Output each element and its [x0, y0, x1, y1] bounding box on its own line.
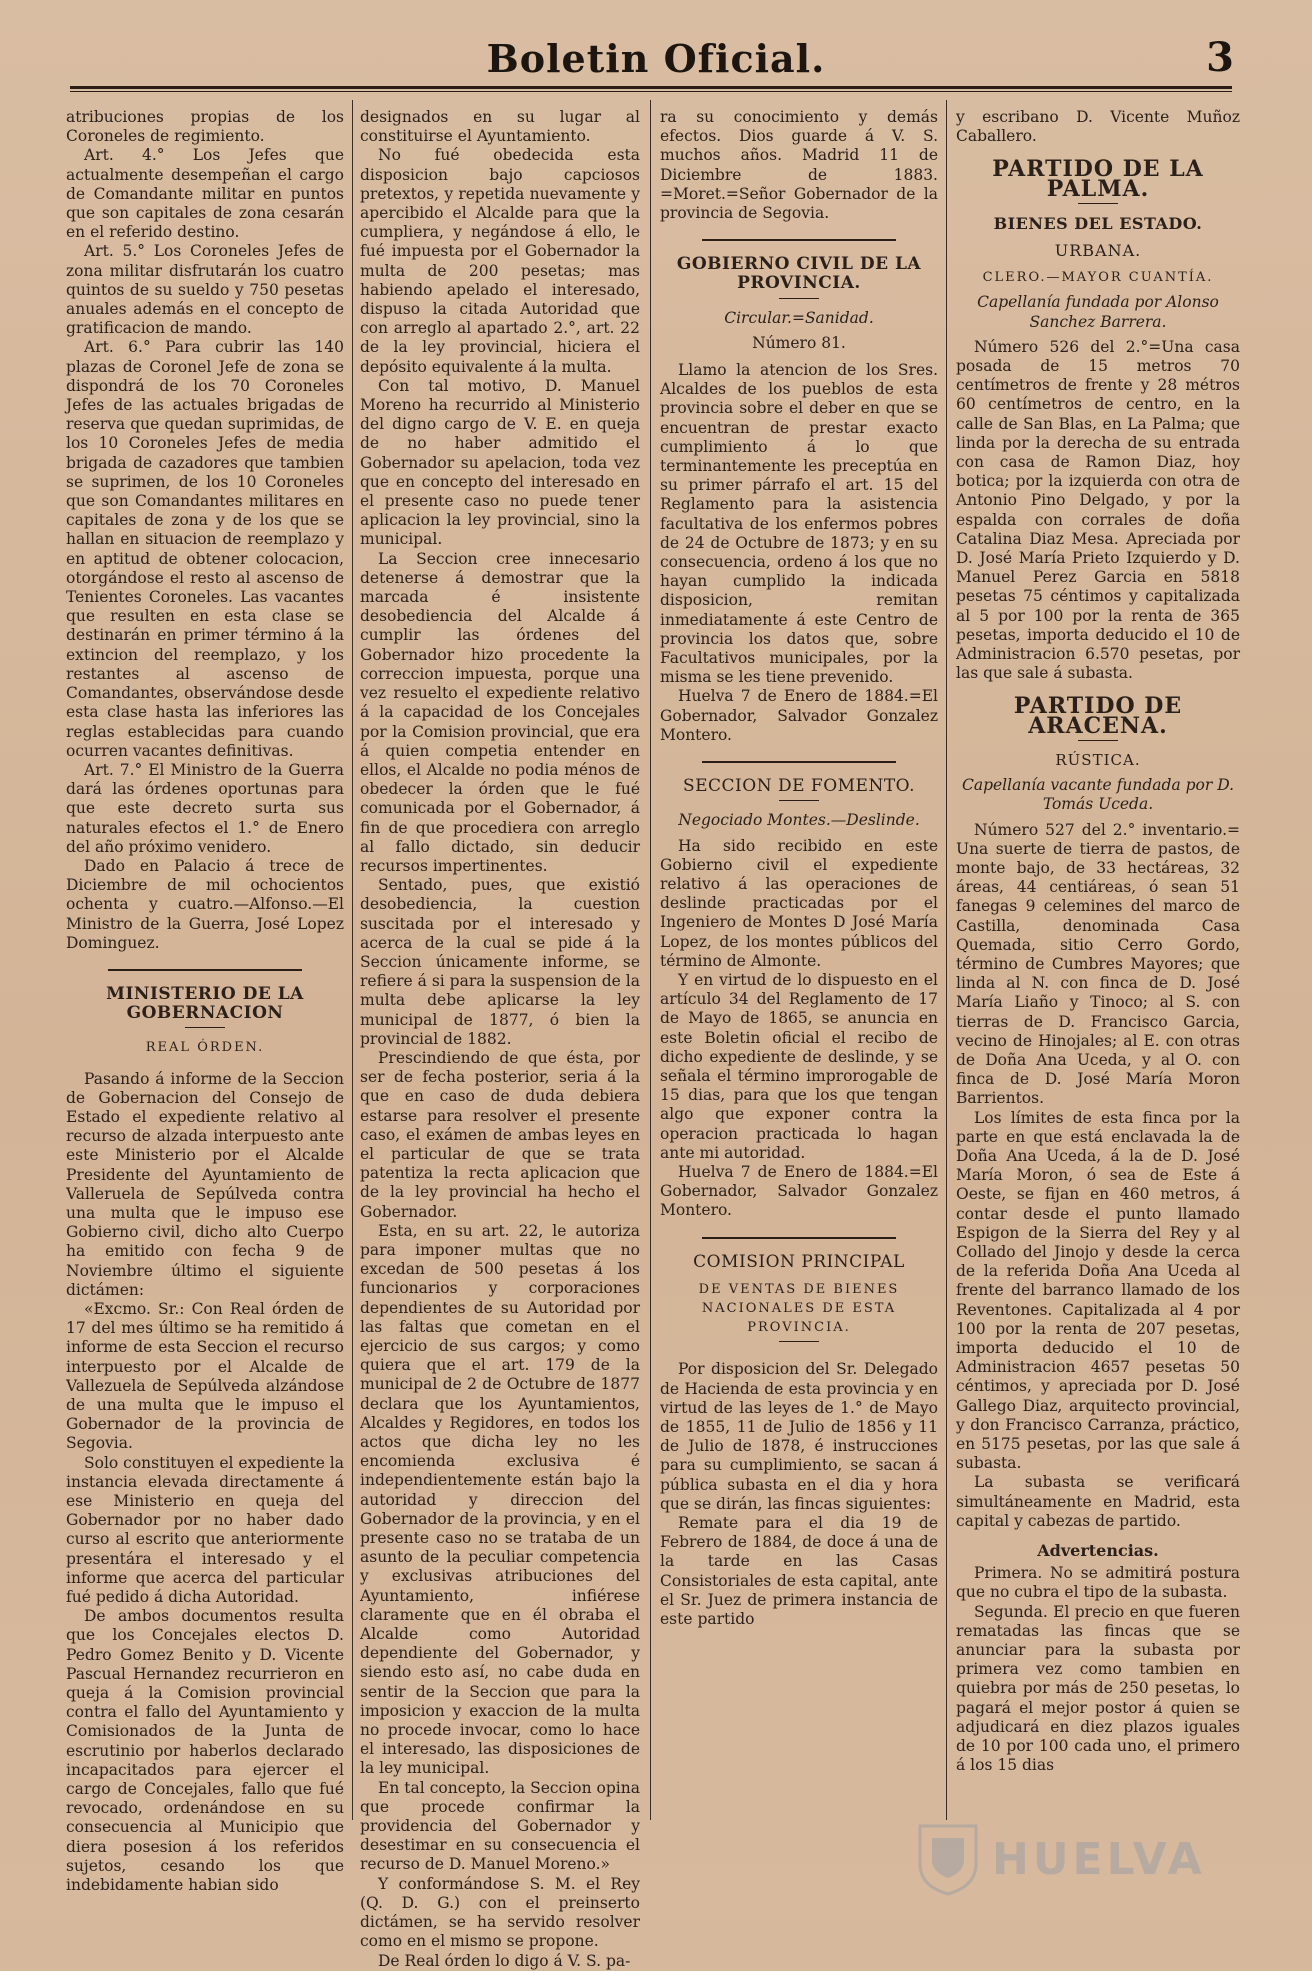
heading-rule: [779, 298, 819, 299]
section-subheading: REAL ÓRDEN.: [145, 1040, 265, 1056]
paragraph: Los límites de esta finca por la parte en que está enclavada la de Doña Ana Uceda, á la de D. José María Moron, ó sea de Este á Oeste, se fijan en 460 metros, á contar desde el punto llamado Espigon de la Sierra del Rey y al Collado del Jinojo y desde la cerca de la referida Doña Ana Uceda al frente del barranco llamado de los Reventones. Capitalizada al 4 por 100 por la renta de 207 pesetas, importa deducido el 10 de Administracion 4657 pesetas 50 céntimos, y apreciada por D. José Gallego Diaz, arquitecto provincial, y don Francisco Carranza, práctico, en 5175 pesetas, por las que sale á subasta.: [956, 1108, 1240, 1473]
section-subheading: CLERO.—MAYOR CUANTÍA.: [982, 270, 1214, 286]
column-3: [660, 108, 938, 1629]
paragraph: Y conformándose S. M. el Rey (Q. D. G.) con el preinserto dictámen, se ha servido resolver como en el mismo se propone.: [360, 1874, 640, 1951]
paragraph: Dado en Palacio á trece de Diciembre de mil ochocientos ochenta y cuatro.—Alfonso.—El Ministro de la Guerra, José Lopez Dominguez.: [66, 856, 344, 952]
section-heading: Advertencias.: [1037, 1541, 1159, 1561]
heading-rule: [1078, 203, 1118, 204]
paragraph: De ambos documentos resulta que los Concejales electos D. Pedro Gomez Benito y D. Vicente Pascual Hernandez recurrieron en queja á la Comision provincial contra el fallo del Ayuntamiento y Comisionados de la Junta de escrutinio por haberlos declarado incapacitados para ejercer el cargo de Concejales, fallo que fué revocado, ordenándose en su consecuencia al Municipio que diera posesion á los referidos sujetos, cesando los que indebidamente habian sido: [66, 1607, 344, 1895]
paragraph: Esta, en su art. 22, le autoriza para imponer multas que no excedan de 500 pesetas á los funcionarios y corporaciones dependientes de su Autoridad por las faltas que cometan en el ejercicio de sus cargos; y como quiera que el art. 179 de la municipal de 2 de Octubre de 1877 declara que los Ayuntamientos, Alcaldes y Regidores, en todos los actos que dicha ley no les encomienda exclusiva é independientemente están bajo la autoridad y direccion del Gobernador de la provincia, y en el presente caso no se trataba de un asunto de la peculiar competencia y exclusivas atribuciones del Ayuntamiento, infiérese claramente que en él obraba el Alcalde como Autoridad dependiente del Gobernador, y siendo esto así, no cabe duda en sentir de la Seccion que para la imposicion y exaccion de la multa no procede invocar, como lo hace el interesado, las disposiciones de la ley municipal.: [360, 1221, 640, 1778]
masthead-title: Boletin Oficial.: [486, 36, 826, 81]
page-header: [60, 28, 1252, 92]
paragraph: La Seccion cree innecesario detenerse á demostrar que la marcada é insistente desobediencia del Alcalde á cumplir las órdenes del Gobernador hizo procedente la correccion impuesta, porque una vez resuelto el expediente relativo á la capacidad de los Concejales por la Comision provincial, que era á quien competia entender en ellos, el Alcalde no podia ménos de obedecer la órden que le fué comunicada por el Gobernador, á fin de que procediera con arreglo al fallo dictado, sin deducir recursos impertinentes.: [360, 549, 640, 875]
paragraph: Art. 5.° Los Coroneles Jefes de zona militar disfrutarán los cuatro quintos de su sueldo y 750 pesetas anuales además en el concepto de gratificacion de mando.: [66, 242, 344, 338]
paragraph: Huelva 7 de Enero de 1884.=El Gobernador, Salvador Gonzalez Montero.: [660, 1162, 938, 1220]
header-rule-thin: [70, 91, 1232, 92]
paragraph: La subasta se verificará simultáneamente en Madrid, esta capital y cabezas de partido.: [956, 1473, 1240, 1530]
column-divider: [352, 100, 353, 1820]
heading-rule: [779, 800, 819, 801]
paragraph: Ha sido recibido en este Gobierno civil el expediente relativo á las operaciones de deslinde practicadas por el Ingeniero de Montes D José María Lopez, de los montes públicos del término de Almonte.: [660, 836, 938, 970]
paragraph: Por disposicion del Sr. Delegado de Hacienda de esta provincia y en virtud de las leyes de 1.° de Mayo de 1855, 11 de Julio de 1856 y 11 de Julio de 1878, é instrucciones para su cumplimiento, se sacan á pública subasta en el dia y hora que se dirán, las fincas siguientes:: [660, 1360, 938, 1513]
section-subheading: URBANA.: [1054, 241, 1142, 261]
column-divider: [946, 100, 947, 1820]
section-heading: GOBIERNO CIVIL DE LA PROVINCIA.: [676, 254, 922, 294]
section-subheading: DE VENTAS DE BIENES NACIONALES DE ESTA PROVINCIA.: [698, 1281, 900, 1336]
section-separator: [702, 761, 897, 763]
column-1: [66, 108, 344, 1895]
italic-note: Capellanía vacante fundada por D. Tomás Uceda.: [961, 776, 1235, 814]
paragraph: En tal concepto, la Seccion opina que procede confirmar la providencia del Gobernador y desestimar en su consecuencia el recurso de D. Manuel Moreno.»: [360, 1778, 640, 1874]
paragraph: atribuciones propias de los Coroneles de regimiento.: [66, 108, 344, 146]
section-heading: MINISTERIO DE LA GOBERNACION: [106, 983, 304, 1024]
header-rule: [70, 86, 1232, 89]
paragraph: Primera. No se admitirá postura que no cubra el tipo de la subasta.: [956, 1564, 1240, 1602]
paragraph: Art. 4.° Los Jefes que actualmente desempeñan el cargo de Comandante militar en puntos que son capitales de zona cesarán en el referido destino.: [66, 146, 344, 242]
paragraph: Art. 6.° Para cubrir las 140 plazas de Coronel Jefe de zona se dispondrá de los 70 Coroneles Jefes de las actuales brigadas de reserva que quedan suprimidas, de los 10 Coroneles Jefes de media brigada de cazadores que tambien se suprimen, de los 10 Coroneles que son Comandantes militares en capitales de zona y de los que se hallan en situacion de reemplazo y en aptitud de obtener colocacion, otorgándose el resto al ascenso de Tenientes Coroneles. Las vacantes que resulten en esta clase se destinarán en primer término á la extincion del reemplazo, y los restantes al ascenso de Comandantes, observándose desde esta clase hasta las inferiores las reglas establecidas para cuando ocurren vacantes definitivas.: [66, 338, 344, 760]
page-number: 3: [1206, 34, 1234, 81]
paragraph: Con tal motivo, D. Manuel Moreno ha recurrido al Ministerio del digno cargo de V. E. en queja de no haber admitido el Gobernador su apelacion, toda vez que en concepto del interesado en el presente caso no puede tener aplicacion la ley provincial, sino la municipal.: [360, 376, 640, 549]
heading-rule: [1078, 740, 1118, 741]
section-subheading: Negociado Montes.—Deslinde.: [678, 811, 920, 830]
section-heading: PARTIDO DE ARACENA.: [1013, 693, 1183, 739]
section-heading: COMISION PRINCIPAL: [693, 1251, 905, 1272]
paragraph: Solo constituyen el expediente la instancia elevada directamente á ese Ministerio en queja del Gobernador por no haber dado curso al escrito que anteriormente presentára el interesado y el informe que acerca del particular fué pedido á dicha Autoridad.: [66, 1453, 344, 1607]
section-separator: [108, 969, 303, 971]
paragraph: No fué obedecida esta disposicion bajo capciosos pretextos, y repetida nuevamente y apercibido el Alcalde para que la cumpliera, y negándose á ello, le fué impuesta por el Gobernador la multa de 200 pesetas; mas habiendo apelado el interesado, dispuso la citada Autoridad que con arreglo al apartado 2.°, art. 22 de la ley provincial, hiciera el depósito equivalente á la multa.: [360, 146, 640, 376]
paragraph: Número 526 del 2.°=Una casa posada de 15 metros 70 centímetros de frente y 28 métros 60 centímetros de centro, en la calle de San Blas, en La Palma; que linda por la derecha de su entrada con casa de Ramon Diaz, hoy botica; por la izquierda con otra de Antonio Pino Delgado, y por la espalda con corrales de doña Catalina Diaz Mesa. Apreciada por D. José María Prieto Izquierdo y D. Manuel Perez Garcia en 5818 pesetas 75 céntimos y capitalizada al 5 por 100 por la renta de 365 pesetas, importa deducido el 10 de Administracion 6.570 pesetas, por las que sale á subasta.: [956, 337, 1240, 683]
paragraph: Sentado, pues, que existió desobediencia, la cuestion suscitada por el interesado y acerca de la cual se pide á la Seccion únicamente informe, se refiere á si para la suspension de la multa debe aplicarse la ley municipal de 1877, ó bien la provincial de 1882.: [360, 876, 640, 1048]
section-separator: [702, 1237, 897, 1239]
italic-note: Capellanía fundada por Alonso Sanchez Barrera.: [977, 293, 1219, 331]
huelva-watermark: [912, 1820, 1242, 1896]
section-heading: SECCION DE FOMENTO.: [682, 776, 916, 797]
notice-number: Número 81.: [752, 333, 846, 352]
shield-icon: [920, 1826, 976, 1894]
paragraph: De Real órden lo digo á V. S. pa-: [378, 1951, 631, 1970]
paragraph: Pasando á informe de la Seccion de Gobernacion del Consejo de Estado el expediente relativo al recurso de alzada interpuesto ante este Ministerio por el Alcalde Presidente del Ayuntamiento de Valleruela de Sepúlveda contra una multa que le impuso ese Gobierno civil, dicho alto Cuerpo ha emitido con fecha 9 de Noviembre último el siguiente dictámen:: [66, 1069, 344, 1299]
paragraph: Prescindiendo de que ésta, por ser de fecha posterior, seria á la que en caso de duda debiera estarse para resolver el presente caso, el exámen de ambas leyes en el particular de que se trata patentiza la recta aplicacion que de la ley provincial ha hecho el Gobernador.: [360, 1048, 640, 1221]
paragraph: designados en su lugar al constituirse el Ayuntamiento.: [360, 108, 640, 146]
paragraph: y escribano D. Vicente Muñoz Caballero.: [956, 108, 1240, 146]
paragraph: Remate para el dia 19 de Febrero de 1884, de doce á una de la tarde en las Casas Consistoriales de esta capital, ante el Sr. Juez de primera instancia de este partido: [660, 1514, 938, 1629]
section-subheading: BIENES DEL ESTADO.: [993, 213, 1203, 233]
paragraph: «Excmo. Sr.: Con Real órden de 17 del mes último se ha remitido á informe de esta Seccion el recurso interpuesto por el Alcalde de Vallezuela de Sepúlveda alzándose de una multa que le impuso el Gobernador de la provincia de Segovia.: [66, 1299, 344, 1453]
paragraph: Art. 7.° El Ministro de la Guerra dará las órdenes oportunas para que este decreto surta sus naturales efectos el 1.° de Enero del año próximo venidero.: [66, 760, 344, 856]
column-divider: [650, 100, 651, 1820]
paragraph: Llamo la atencion de los Sres. Alcaldes de los pueblos de esta provincia sobre el deber en que se encuentran de prestar exacto cumplimiento á lo que terminantemente les preceptúa en su primer párrafo el art. 15 del Reglamento para la asistencia facultativa de los enfermos pobres de 24 de Octubre de 1873; y en su consecuencia, ordeno á los que no hayan cumplido la indicada disposicion, remitan inmediatamente á este Centro de provincia los datos que, sobre Facultativos municipales, por la misma se les tiene prevenido.: [660, 361, 938, 687]
paragraph: Segunda. El precio en que fueren rematadas las fincas que se anunciar para la subasta por primera vez como tambien en quiebra por más de 250 pesetas, lo pagará el mejor postor á quien se adjudicará en diez plazos iguales de 10 por 100 cada uno, el primero á los 15 dias: [956, 1602, 1240, 1775]
paragraph: ra su conocimiento y demás efectos. Dios guarde á V. S. muchos años. Madrid 11 de Diciembre de 1883. =Moret.=Señor Gobernador de la provincia de Segovia.: [660, 108, 938, 223]
section-separator: [702, 239, 897, 241]
heading-rule: [779, 1341, 819, 1342]
paragraph: Número 527 del 2.° inventario.= Una suerte de tierra de pastos, de monte bajo, de 33 hectáreas, 32 áreas, 44 centiáreas, ó sean 51 fanegas 9 celemines del marco de Castilla, denominada Casa Quemada, sitio Cerro Gordo, término de Cumbres Mayores; que linda al N. con finca de D. José María Liaño y Tinoco; al S. con tierras de D. Francisco Garcia, vecino de Hinojales; al E. con otras de Doña Ana Uceda, y al O. con finca de D. José María Moron Barrientos.: [956, 820, 1240, 1108]
column-4: [956, 108, 1240, 1775]
section-subheading: RÚSTICA.: [1055, 750, 1141, 769]
paragraph: Huelva 7 de Enero de 1884.=El Gobernador, Salvador Gonzalez Montero.: [660, 687, 938, 744]
section-subheading: Circular.=Sanidad.: [724, 308, 874, 327]
heading-rule: [185, 1027, 225, 1028]
watermark-text: HUELVA: [992, 1834, 1206, 1885]
paragraph: Y en virtud de lo dispuesto en el artículo 34 del Reglamento de 17 de Mayo de 1865, se anuncia en este Boletin oficial el recibo de dicho expediente de deslinde, y se señala el término improrogable de 15 dias, para que los que tengan algo que exponer contra la operacion practicada lo hagan ante mi autoridad.: [660, 970, 938, 1162]
section-heading: PARTIDO DE LA PALMA.: [992, 156, 1204, 202]
column-2: [360, 108, 640, 1971]
